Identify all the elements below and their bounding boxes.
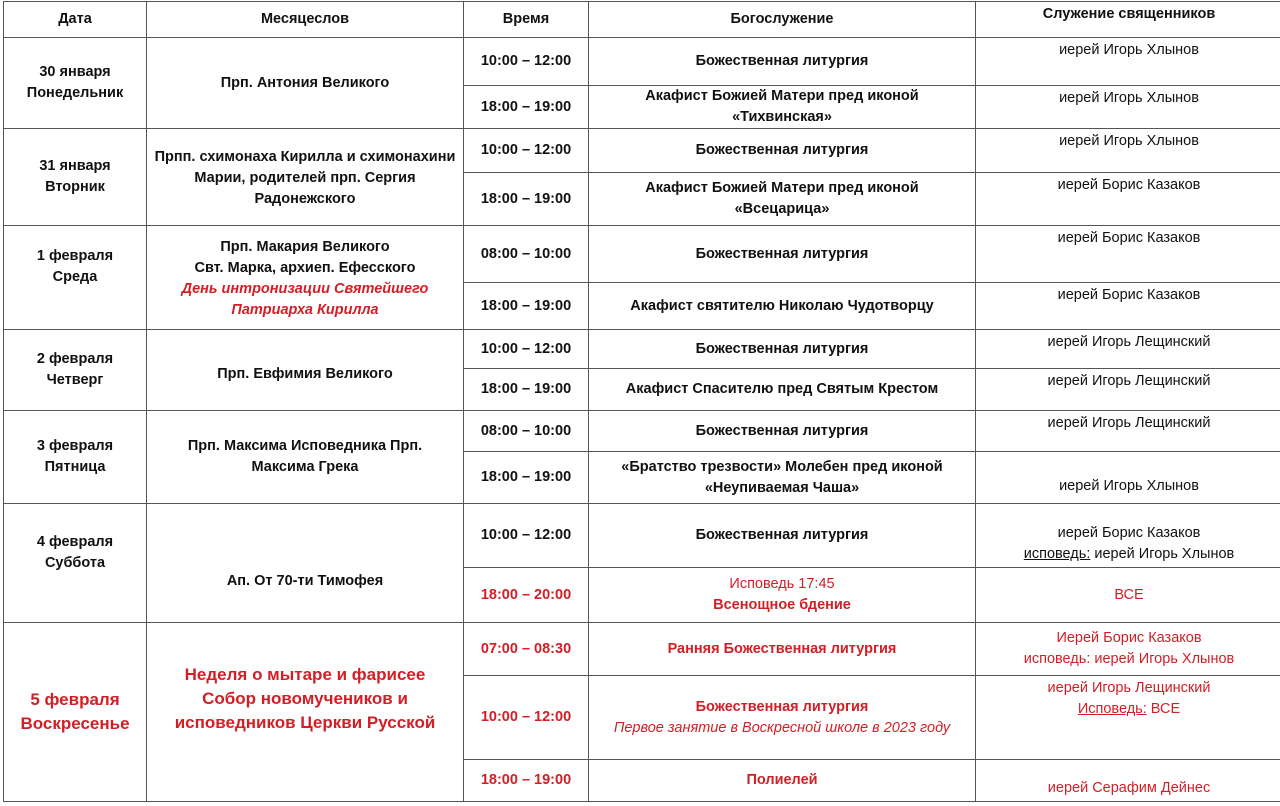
- priest-cell: [976, 330, 1280, 369]
- saints-line: Максима Грека: [151, 457, 459, 478]
- date-cell: [4, 129, 147, 226]
- table-row: [4, 330, 1280, 369]
- saints-line: Свт. Марка, архиеп. Ефесского: [151, 258, 459, 279]
- priest-cell: [976, 173, 1280, 226]
- service-line: Акафист Спасителю пред Святым Крестом: [593, 379, 971, 400]
- time-cell: 18:00 – 20:00: [464, 568, 589, 623]
- priest-line: Иерей Борис Казаков: [980, 628, 1278, 649]
- service-cell: [589, 369, 976, 411]
- priest-line: иерей Игорь Лещинский: [980, 678, 1278, 699]
- confession-priest: иерей Игорь Хлынов: [1094, 546, 1234, 562]
- service-cell: [589, 411, 976, 452]
- confession-label: Исповедь:: [1078, 701, 1147, 717]
- priest-cell: [976, 369, 1280, 411]
- saints-line: Ап. От 70-ти Тимофея: [151, 571, 459, 592]
- weekday-text: Пятница: [8, 457, 142, 478]
- date-text: 3 февраля: [8, 436, 142, 457]
- time-cell: 08:00 – 10:00: [464, 411, 589, 452]
- priest-line: иерей Игорь Лещинский: [980, 413, 1278, 434]
- service-cell: [589, 86, 976, 129]
- saints-highlight-line: Патриарха Кирилла: [151, 300, 459, 321]
- service-note: Первое занятие в Воскресной школе в 2023 году: [593, 718, 971, 739]
- priest-cell: [976, 129, 1280, 173]
- confession-label: исповедь:: [1024, 546, 1091, 562]
- weekday-text: Четверг: [8, 370, 142, 391]
- priest-line: иерей Игорь Лещинский: [980, 371, 1278, 392]
- date-cell: [4, 504, 147, 623]
- service-line: Божественная литургия: [593, 140, 971, 161]
- priest-line: иерей Борис Казаков: [980, 228, 1278, 249]
- table-row: [4, 226, 1280, 283]
- service-cell: [589, 226, 976, 283]
- service-line: Божественная литургия: [593, 697, 971, 718]
- time-cell: 10:00 – 12:00: [464, 129, 589, 173]
- priest-cell: [976, 568, 1280, 623]
- saints-line: Прп. Евфимия Великого: [151, 364, 459, 385]
- service-cell: [589, 504, 976, 568]
- service-cell: [589, 676, 976, 760]
- priest-line: иерей Игорь Хлынов: [980, 40, 1278, 61]
- col-header-date: Дата: [4, 2, 147, 38]
- saints-cell: [147, 38, 464, 129]
- time-cell: 10:00 – 12:00: [464, 504, 589, 568]
- header-row: [4, 2, 1280, 38]
- date-cell: [4, 38, 147, 129]
- time-cell: 18:00 – 19:00: [464, 452, 589, 504]
- priest-cell: [976, 283, 1280, 330]
- table-row: [4, 411, 1280, 452]
- priest-cell: [976, 411, 1280, 452]
- service-note: Исповедь 17:45: [593, 574, 971, 595]
- service-line: «Всецарица»: [593, 199, 971, 220]
- date-text: 30 января: [8, 62, 142, 83]
- col-header-priests: Служение священников: [976, 2, 1280, 38]
- priest-cell: [976, 623, 1280, 676]
- confession-line: [980, 699, 1278, 720]
- time-cell: 18:00 – 19:00: [464, 369, 589, 411]
- weekday-text: Воскресенье: [8, 712, 142, 736]
- service-line: Божественная литургия: [593, 244, 971, 265]
- priest-line: ВСЕ: [980, 585, 1278, 606]
- priest-line: иерей Борис Казаков: [980, 523, 1278, 544]
- service-cell: [589, 760, 976, 802]
- col-header-time: Время: [464, 2, 589, 38]
- time-cell: 18:00 – 19:00: [464, 283, 589, 330]
- service-line: Божественная литургия: [593, 51, 971, 72]
- date-text: 5 февраля: [8, 688, 142, 712]
- col-header-saints: Месяцеслов: [147, 2, 464, 38]
- time-cell: 18:00 – 19:00: [464, 760, 589, 802]
- table-row: [4, 129, 1280, 173]
- priest-cell: [976, 760, 1280, 802]
- service-line: Акафист Божией Матери пред иконой: [593, 178, 971, 199]
- saints-line: Прпп. схимонаха Кирилла и схимонахини: [151, 147, 459, 168]
- service-cell: [589, 623, 976, 676]
- weekday-text: Понедельник: [8, 83, 142, 104]
- date-cell: [4, 623, 147, 802]
- service-line: «Неупиваемая Чаша»: [593, 478, 971, 499]
- service-cell: [589, 38, 976, 86]
- table-row: [4, 38, 1280, 86]
- priest-cell: [976, 86, 1280, 129]
- date-text: 1 февраля: [8, 246, 142, 267]
- priest-line: иерей Борис Казаков: [980, 175, 1278, 196]
- saints-cell: [147, 504, 464, 623]
- date-text: 4 февраля: [8, 532, 142, 553]
- saints-cell: [147, 411, 464, 504]
- priest-line: иерей Игорь Хлынов: [980, 131, 1278, 152]
- saints-cell: [147, 623, 464, 802]
- service-line: Божественная литургия: [593, 525, 971, 546]
- service-line: Всенощное бдение: [593, 595, 971, 616]
- saints-line: Неделя о мытаре и фарисее: [151, 663, 459, 687]
- saints-highlight-line: День интронизации Святейшего: [151, 279, 459, 300]
- saints-line: Прп. Антония Великого: [151, 73, 459, 94]
- saints-line: Прп. Максима Исповедника Прп.: [151, 436, 459, 457]
- time-cell: 18:00 – 19:00: [464, 173, 589, 226]
- time-cell: 07:00 – 08:30: [464, 623, 589, 676]
- date-text: 31 января: [8, 156, 142, 177]
- service-line: «Тихвинская»: [593, 107, 971, 128]
- service-line: Божественная литургия: [593, 339, 971, 360]
- saints-line: исповедников Церкви Русской: [151, 711, 459, 735]
- service-cell: [589, 173, 976, 226]
- weekday-text: Среда: [8, 267, 142, 288]
- priest-line: иерей Игорь Лещинский: [980, 332, 1278, 353]
- priest-line: иерей Борис Казаков: [980, 285, 1278, 306]
- service-cell: [589, 283, 976, 330]
- date-cell: [4, 226, 147, 330]
- time-cell: 18:00 – 19:00: [464, 86, 589, 129]
- table-row: [4, 504, 1280, 568]
- weekday-text: Суббота: [8, 553, 142, 574]
- service-line: Ранняя Божественная литургия: [593, 639, 971, 660]
- service-cell: [589, 568, 976, 623]
- priest-cell: [976, 676, 1280, 760]
- priest-cell: [976, 226, 1280, 283]
- saints-line: Марии, родителей прп. Сергия: [151, 168, 459, 189]
- service-cell: [589, 452, 976, 504]
- date-cell: [4, 411, 147, 504]
- time-cell: 08:00 – 10:00: [464, 226, 589, 283]
- priest-cell: [976, 38, 1280, 86]
- priest-line: исповедь: иерей Игорь Хлынов: [980, 649, 1278, 670]
- saints-cell: [147, 330, 464, 411]
- time-cell: 10:00 – 12:00: [464, 38, 589, 86]
- schedule-table: [3, 1, 1280, 802]
- date-text: 2 февраля: [8, 349, 142, 370]
- time-cell: 10:00 – 12:00: [464, 676, 589, 760]
- weekday-text: Вторник: [8, 177, 142, 198]
- confession-line: [980, 544, 1278, 565]
- priest-line: иерей Серафим Дейнес: [980, 778, 1278, 799]
- table-row: [4, 623, 1280, 676]
- service-line: «Братство трезвости» Молебен пред иконой: [593, 457, 971, 478]
- saints-line: Собор новомучеников и: [151, 687, 459, 711]
- priest-line: иерей Игорь Хлынов: [980, 476, 1278, 497]
- service-line: Полиелей: [593, 770, 971, 791]
- saints-cell: [147, 226, 464, 330]
- service-cell: [589, 129, 976, 173]
- confession-priest: ВСЕ: [1151, 701, 1180, 717]
- service-line: Акафист святителю Николаю Чудотворцу: [593, 296, 971, 317]
- time-cell: 10:00 – 12:00: [464, 330, 589, 369]
- saints-line: Прп. Макария Великого: [151, 237, 459, 258]
- priest-cell: [976, 504, 1280, 568]
- priest-cell: [976, 452, 1280, 504]
- service-cell: [589, 330, 976, 369]
- service-line: Акафист Божией Матери пред иконой: [593, 86, 971, 107]
- col-header-service: Богослужение: [589, 2, 976, 38]
- service-line: Божественная литургия: [593, 421, 971, 442]
- date-cell: [4, 330, 147, 411]
- saints-line: Радонежского: [151, 189, 459, 210]
- saints-cell: [147, 129, 464, 226]
- priest-line: иерей Игорь Хлынов: [980, 88, 1278, 109]
